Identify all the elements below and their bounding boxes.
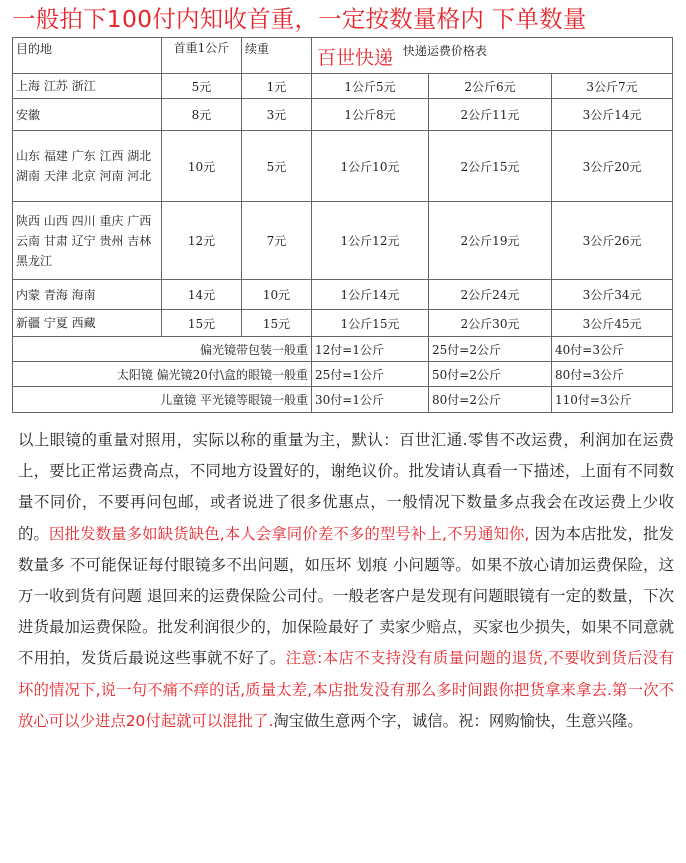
first-weight-price: 5元 (162, 74, 242, 99)
tier-3kg-price: 3公斤14元 (552, 99, 673, 131)
table-row (13, 131, 673, 202)
price-table-title: 快递运费价格表 (402, 44, 487, 58)
first-weight-price: 8元 (162, 99, 242, 131)
page-banner: 一般拍下100付内知收首重，一定按数量格内 下单数量 (12, 5, 587, 33)
tier-2kg-price: 2公斤19元 (429, 202, 552, 280)
weight-reference-row (13, 337, 673, 362)
tier-2kg-price: 2公斤11元 (429, 99, 552, 131)
region-cell: 上海 江苏 浙江 (13, 74, 162, 99)
table-header-row (13, 38, 673, 74)
weight-3kg: 40付=3公斤 (552, 337, 673, 362)
table-row (13, 99, 673, 131)
tier-2kg-price: 2公斤30元 (429, 310, 552, 337)
tier-2kg-price: 2公斤6元 (429, 74, 552, 99)
first-weight-price: 10元 (162, 131, 242, 202)
weight-1kg: 30付=1公斤 (312, 387, 429, 413)
tier-1kg-price: 1公斤14元 (312, 280, 429, 310)
shipping-rate-table (12, 37, 673, 413)
weight-2kg: 50付=2公斤 (429, 362, 552, 387)
region-cell: 陕西 山西 四川 重庆 广西 云南 甘肃 辽宁 贵州 吉林 黑龙江 (13, 202, 162, 280)
first-weight-price: 14元 (162, 280, 242, 310)
weight-2kg: 80付=2公斤 (429, 387, 552, 413)
notice-substitution-warning: 因批发数量多如缺货缺色,本人会拿同价差不多的型号补上,不另通知你, (49, 524, 530, 543)
tier-2kg-price: 2公斤15元 (429, 131, 552, 202)
weight-2kg: 25付=2公斤 (429, 337, 552, 362)
weight-3kg: 80付=3公斤 (552, 362, 673, 387)
tier-1kg-price: 1公斤12元 (312, 202, 429, 280)
header-first-weight: 首重1公斤 (162, 38, 242, 74)
weight-reference-label: 偏光镜带包装一般重 (13, 337, 312, 362)
tier-3kg-price: 3公斤7元 (552, 74, 673, 99)
weight-reference-row (13, 362, 673, 387)
continued-weight-price: 7元 (242, 202, 312, 280)
notice-general: 以上眼镜的重量对照用，实际以称的重量为主，默认：百世汇通.零售不改运费，利润加在运费上，要比正常运费高点，不同地方设置好的，谢绝议价。批发请认真看一下描述，上面有不同数量不同价，不要再问包邮，或者说进了很多优惠点，一般情况下数量多点我会在改运费上少收的。 (18, 431, 674, 543)
continued-weight-price: 1元 (242, 74, 312, 99)
weight-reference-row (13, 387, 673, 413)
table-row (13, 280, 673, 310)
continued-weight-price: 15元 (242, 310, 312, 337)
tier-1kg-price: 1公斤5元 (312, 74, 429, 99)
notice-return-policy: 注意:本店不支持没有质量问题的退货,不要收到货后没有坏的情况下,说一句不痛不痒的话,质量太差,本店批发没有那么多时间跟你把货拿来拿去.第一次不放心可以少进点20付起就可以混批了. (18, 649, 674, 730)
continued-weight-price: 10元 (242, 280, 312, 310)
header-brand-cell (312, 38, 673, 74)
continued-weight-price: 3元 (242, 99, 312, 131)
first-weight-price: 15元 (162, 310, 242, 337)
weight-3kg: 110付=3公斤 (552, 387, 673, 413)
tier-3kg-price: 3公斤20元 (552, 131, 673, 202)
first-weight-price: 12元 (162, 202, 242, 280)
tier-2kg-price: 2公斤24元 (429, 280, 552, 310)
region-cell: 山东 福建 广东 江西 湖北 湖南 天津 北京 河南 河北 (13, 131, 162, 202)
header-destination: 目的地 (13, 38, 162, 74)
weight-1kg: 12付=1公斤 (312, 337, 429, 362)
tier-3kg-price: 3公斤45元 (552, 310, 673, 337)
notice-closing: 淘宝做生意两个字，诚信。祝：网购愉快，生意兴隆。 (273, 711, 643, 730)
table-row (13, 310, 673, 337)
region-cell: 新疆 宁夏 西藏 (13, 310, 162, 337)
courier-brand: 百世快递 (317, 47, 394, 69)
region-cell: 安徽 (13, 99, 162, 131)
notice-insurance: 因为本店批发，批发数量多 不可能保证每付眼镜多不出问题，如压坏 划痕 小问题等。如果不放心请加运费保险，这万一收到货有问题 退回来的运费保险公司付。一般老客户是发现有问题眼镜有一定的数量，下次进货最加运费保险。批发利润很少的，加保险最好了 卖家少赔点，买家也少损失，如果不同意就不用拍，发货后最说这些事就不好了。 (18, 524, 674, 668)
table-row (13, 74, 673, 99)
tier-3kg-price: 3公斤34元 (552, 280, 673, 310)
header-continued-weight: 续重 (242, 38, 312, 74)
tier-1kg-price: 1公斤15元 (312, 310, 429, 337)
shop-notice (18, 425, 674, 737)
table-row (13, 202, 673, 280)
weight-reference-label: 太阳镜 偏光镜20付\盒的眼镜一般重 (13, 362, 312, 387)
weight-1kg: 25付=1公斤 (312, 362, 429, 387)
tier-1kg-price: 1公斤8元 (312, 99, 429, 131)
weight-reference-label: 儿童镜 平光镜等眼镜一般重 (13, 387, 312, 413)
tier-3kg-price: 3公斤26元 (552, 202, 673, 280)
region-cell: 内蒙 青海 海南 (13, 280, 162, 310)
tier-1kg-price: 1公斤10元 (312, 131, 429, 202)
continued-weight-price: 5元 (242, 131, 312, 202)
